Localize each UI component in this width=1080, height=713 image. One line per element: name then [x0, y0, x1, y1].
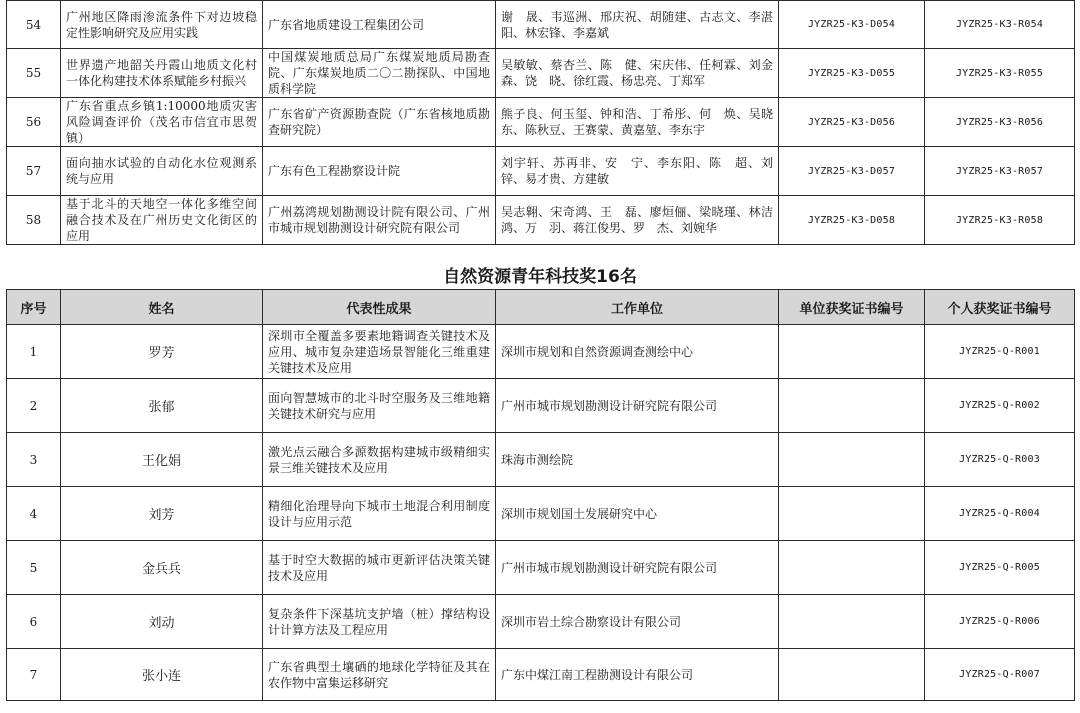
row-number: 2	[7, 379, 61, 433]
unit-certificate-number	[779, 541, 925, 595]
unit-certificate-number: JYZR25-K3-D055	[779, 49, 925, 98]
achievement: 深圳市全覆盖多要素地籍调查关键技术及应用、城市复杂建造场景智能化三维重建关键技术及应用	[263, 325, 496, 379]
project-title: 广州地区降雨渗流条件下对边坡稳定性影响研究及应用实践	[61, 1, 263, 49]
table-row	[7, 433, 1075, 487]
unit-certificate-number: JYZR25-K3-D057	[779, 147, 925, 196]
achievement: 面向智慧城市的北斗时空服务及三维地籍关键技术研究与应用	[263, 379, 496, 433]
contributors: 吴志翱、宋奇鸿、王 磊、廖烜俪、梁晓瑾、林洁鸿、万 羽、蒋江俊男、罗 杰、刘婉华	[496, 196, 779, 245]
table-row	[7, 325, 1075, 379]
row-number: 5	[7, 541, 61, 595]
youth-award-table	[6, 289, 1075, 701]
contributors: 刘宇轩、苏再非、安 宁、李东阳、陈 超、刘锌、易才贵、方建敏	[496, 147, 779, 196]
person-name: 刘动	[61, 595, 263, 649]
unit-certificate-number	[779, 649, 925, 701]
table-row	[7, 49, 1075, 98]
achievement: 激光点云融合多源数据构建城市级精细实景三维关键技术及应用	[263, 433, 496, 487]
row-number: 57	[7, 147, 61, 196]
row-number: 3	[7, 433, 61, 487]
row-number: 55	[7, 49, 61, 98]
person-name: 刘芳	[61, 487, 263, 541]
row-number: 58	[7, 196, 61, 245]
table-header-row	[7, 290, 1075, 325]
table-row	[7, 1, 1075, 49]
table-row	[7, 196, 1075, 245]
personal-certificate-number: JYZR25-Q-R001	[925, 325, 1075, 379]
row-number: 6	[7, 595, 61, 649]
person-name: 罗芳	[61, 325, 263, 379]
organization: 珠海市测绘院	[496, 433, 779, 487]
header-achievement: 代表性成果	[263, 290, 496, 325]
unit-certificate-number	[779, 595, 925, 649]
organization: 广州市城市规划勘测设计研究院有限公司	[496, 379, 779, 433]
header-number: 序号	[7, 290, 61, 325]
header-personal-certificate: 个人获奖证书编号	[925, 290, 1075, 325]
personal-certificate-number: JYZR25-Q-R007	[925, 649, 1075, 701]
project-award-table-continued	[6, 0, 1075, 245]
achievement: 复杂条件下深基坑支护墙（桩）撑结构设计计算方法及工程应用	[263, 595, 496, 649]
organization: 广州荔湾规划勘测设计院有限公司、广州市城市规划勘测设计研究院有限公司	[263, 196, 496, 245]
personal-certificate-number: JYZR25-K3-R058	[925, 196, 1075, 245]
table-row	[7, 487, 1075, 541]
unit-certificate-number	[779, 433, 925, 487]
personal-certificate-number: JYZR25-Q-R003	[925, 433, 1075, 487]
section-title: 自然资源青年科技奖16名	[443, 267, 637, 287]
person-name: 张郁	[61, 379, 263, 433]
personal-certificate-number: JYZR25-Q-R006	[925, 595, 1075, 649]
organization: 深圳市岩土综合勘察设计有限公司	[496, 595, 779, 649]
contributors: 熊子良、何玉玺、钟和浩、丁希彤、何 焕、吴晓东、陈秋豆、王赛蒙、黄嘉堃、李东宇	[496, 98, 779, 147]
row-number: 4	[7, 487, 61, 541]
personal-certificate-number: JYZR25-Q-R005	[925, 541, 1075, 595]
personal-certificate-number: JYZR25-K3-R056	[925, 98, 1075, 147]
table-row	[7, 98, 1075, 147]
table-row	[7, 379, 1075, 433]
header-unit: 工作单位	[496, 290, 779, 325]
unit-certificate-number	[779, 487, 925, 541]
personal-certificate-number: JYZR25-Q-R004	[925, 487, 1075, 541]
unit-certificate-number	[779, 325, 925, 379]
organization: 广东中煤江南工程勘测设计有限公司	[496, 649, 779, 701]
unit-certificate-number: JYZR25-K3-D056	[779, 98, 925, 147]
organization: 广东省地质建设工程集团公司	[263, 1, 496, 49]
person-name: 张小连	[61, 649, 263, 701]
table-row	[7, 649, 1075, 701]
personal-certificate-number: JYZR25-K3-R055	[925, 49, 1075, 98]
organization: 广州市城市规划勘测设计研究院有限公司	[496, 541, 779, 595]
personal-certificate-number: JYZR25-Q-R002	[925, 379, 1075, 433]
achievement: 基于时空大数据的城市更新评估决策关键技术及应用	[263, 541, 496, 595]
header-unit-certificate: 单位获奖证书编号	[779, 290, 925, 325]
table-row	[7, 595, 1075, 649]
row-number: 56	[7, 98, 61, 147]
organization: 深圳市规划和自然资源调查测绘中心	[496, 325, 779, 379]
unit-certificate-number: JYZR25-K3-D058	[779, 196, 925, 245]
table-row	[7, 541, 1075, 595]
contributors: 吴敏敏、蔡杏兰、陈 健、宋庆伟、任柯霖、刘金森、饶 晓、徐红霞、杨忠亮、丁郑军	[496, 49, 779, 98]
achievement: 广东省典型土壤硒的地球化学特征及其在农作物中富集运移研究	[263, 649, 496, 701]
unit-certificate-number	[779, 379, 925, 433]
personal-certificate-number: JYZR25-K3-R057	[925, 147, 1075, 196]
project-title: 广东省重点乡镇1:10000地质灾害风险调查评价（茂名市信宜市思贺镇）	[61, 98, 263, 147]
header-name: 姓名	[61, 290, 263, 325]
row-number: 7	[7, 649, 61, 701]
table-row	[7, 147, 1075, 196]
person-name: 王化娟	[61, 433, 263, 487]
project-title: 基于北斗的天地空一体化多维空间融合技术及在广州历史文化街区的应用	[61, 196, 263, 245]
unit-certificate-number: JYZR25-K3-D054	[779, 1, 925, 49]
achievement: 精细化治理导向下城市土地混合利用制度设计与应用示范	[263, 487, 496, 541]
person-name: 金兵兵	[61, 541, 263, 595]
project-title: 世界遗产地韶关丹霞山地质文化村一体化构建技术体系赋能乡村振兴	[61, 49, 263, 98]
organization: 中国煤炭地质总局广东煤炭地质局勘查院、广东煤炭地质二〇二勘探队、中国地质科学院	[263, 49, 496, 98]
personal-certificate-number: JYZR25-K3-R054	[925, 1, 1075, 49]
organization: 深圳市规划国土发展研究中心	[496, 487, 779, 541]
project-title: 面向抽水试验的自动化水位观测系统与应用	[61, 147, 263, 196]
organization: 广东有色工程勘察设计院	[263, 147, 496, 196]
row-number: 1	[7, 325, 61, 379]
row-number: 54	[7, 1, 61, 49]
contributors: 谢 晟、韦巡洲、邢庆祝、胡随建、古志文、李湛阳、林宏锋、李嘉斌	[496, 1, 779, 49]
organization: 广东省矿产资源勘查院（广东省核地质勘查研究院）	[263, 98, 496, 147]
